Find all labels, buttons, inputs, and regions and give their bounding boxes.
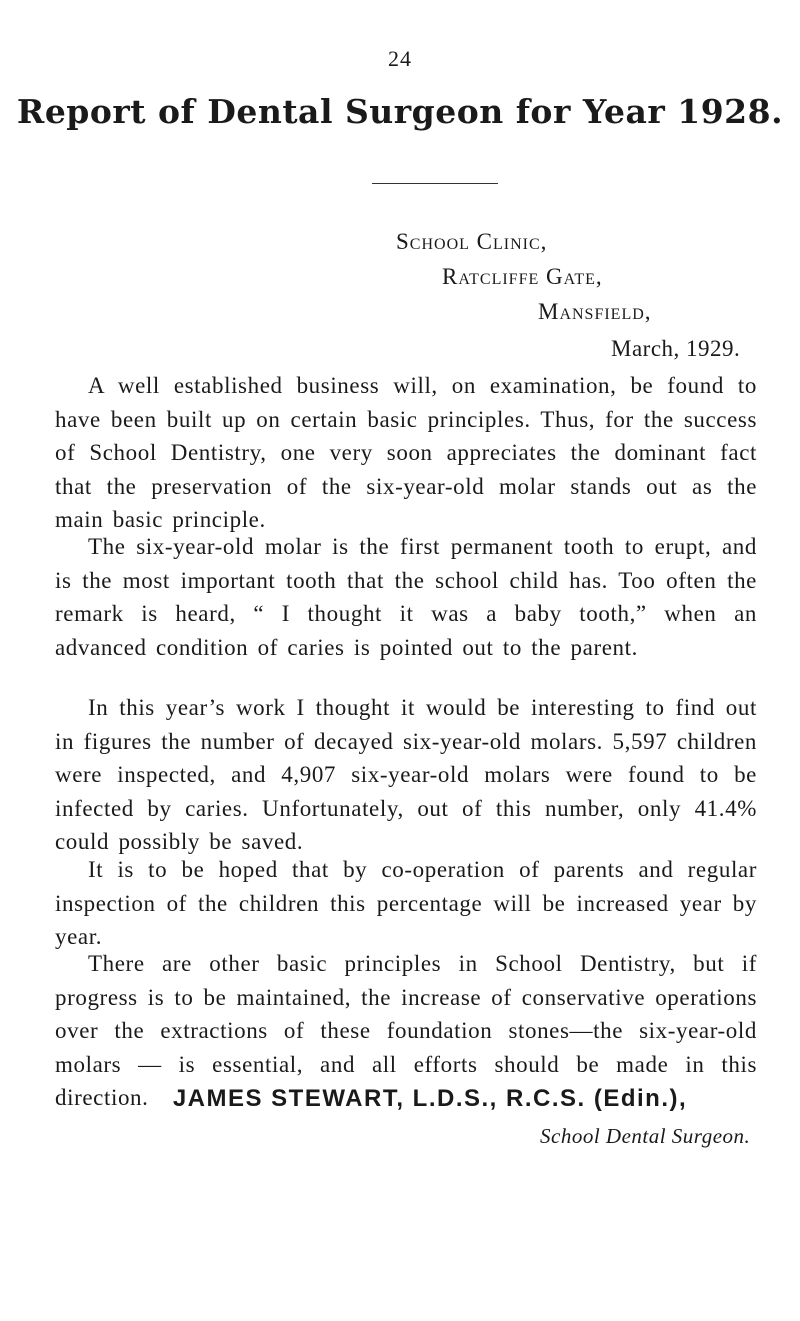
paragraph-block <box>55 853 757 954</box>
paragraph-other-principles: There are other basic principles in School Dentistry, but if progress is to be maintained, the increase of conservative operations over the extractions of these foundation stones—the six-year-old molars — is essential, and all efforts should be made in this direction. <box>55 951 757 1110</box>
signature-name: JAMES STEWART, L.D.S., R.C.S. (Edin.), <box>172 1085 688 1112</box>
paragraph-first-permanent-tooth: The six-year-old molar is the first permanent tooth to erupt, and is the most important tooth that the school child has. Too often the remark is heard, “ I thought it was a baby tooth,” when an advanced condition of caries is pointed out to the parent. <box>55 534 757 660</box>
address-line-ratcliffe-gate: Ratcliffe Gate, <box>442 264 603 289</box>
paragraph-co-operation: It is to be hoped that by co-operation of parents and regular inspection of the children this percentage will be increased year by year. <box>55 857 757 949</box>
paragraph-basic-principles: A well established business will, on examination, be found to have been built up on certain basic principles. Thus, for the success of School Dentistry, one very soon appreciates the dominant fact that the preservation of the six-year-old molar stands out as the main basic principle. <box>55 373 757 532</box>
page-number: 24 <box>388 46 412 71</box>
paragraph-block <box>55 369 757 537</box>
paragraph-block <box>55 691 757 859</box>
address-line-school-clinic: School Clinic, <box>396 229 548 254</box>
signature-role: School Dental Surgeon. <box>540 1124 751 1148</box>
address-line-mansfield: Mansfield, <box>538 299 652 324</box>
title-divider <box>372 183 498 184</box>
paragraph-block <box>55 530 757 664</box>
address-date: March, 1929. <box>611 336 741 361</box>
paragraph-figures: In this year’s work I thought it would be interesting to find out in figures the number of decayed six-year-old molars. 5,597 children were inspected, and 4,907 six-year-old molars were found to be infected by caries. Unfortunately, out of this number, only 41.4% could possibly be saved. <box>55 695 757 854</box>
report-title: Report of Dental Surgeon for Year 1928. <box>16 92 784 131</box>
